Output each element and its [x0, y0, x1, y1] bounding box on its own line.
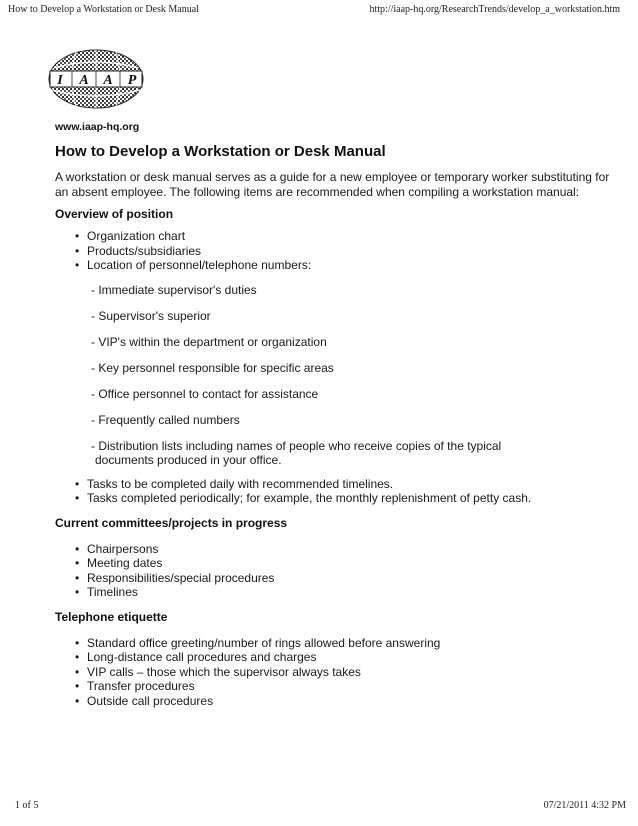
list-item-continuation: documents produced in your office. — [95, 452, 282, 467]
iaap-logo — [46, 48, 146, 110]
list-item: • Responsibilities/special procedures — [55, 571, 615, 586]
overview-bullet-list — [55, 229, 615, 273]
list-item: - VIP's within the department or organization — [91, 334, 327, 349]
list-item: • Tasks completed periodically; for example, the monthly replenishment of petty cash. — [55, 491, 615, 506]
list-item: - Immediate supervisor's duties — [91, 282, 257, 297]
logo-letter: P — [127, 73, 137, 88]
list-item: • Chairpersons — [55, 542, 615, 557]
list-item: - Frequently called numbers — [91, 412, 240, 427]
list-item: • Meeting dates — [55, 556, 615, 571]
list-item: • Organization chart — [55, 229, 615, 244]
section-heading-telephone: Telephone etiquette — [55, 609, 168, 624]
list-item: • Standard office greeting/number of rings allowed before answering — [55, 636, 615, 651]
personnel-sub-list — [55, 283, 615, 467]
print-timestamp: 07/21/2011 4:32 PM — [543, 800, 626, 811]
print-header-url: http://iaap-hq.org/ResearchTrends/develop_a_workstation.htm — [369, 4, 620, 15]
logo-letter: I — [57, 73, 63, 88]
page-count: 1 of 5 — [15, 800, 39, 811]
list-item: - Key personnel responsible for specific areas — [91, 360, 334, 375]
logo-letter: A — [79, 73, 89, 88]
list-item: • Products/subsidiaries — [55, 244, 615, 259]
list-item: • Location of personnel/telephone numbers: — [55, 258, 615, 273]
list-item: • Timelines — [55, 585, 615, 600]
list-item: • Outside call procedures — [55, 694, 615, 709]
list-item: • Long-distance call procedures and charges — [55, 650, 615, 665]
document-body — [55, 143, 615, 708]
tasks-bullet-list — [55, 477, 615, 506]
print-header — [0, 4, 638, 18]
section-heading-committees: Current committees/projects in progress — [55, 515, 288, 530]
list-item: - Office personnel to contact for assistance — [91, 386, 319, 401]
list-item: • Tasks to be completed daily with recommended timelines. — [55, 477, 615, 492]
intro-paragraph: A workstation or desk manual serves as a guide for a new employee or temporary worker substituting for an absent employee. The following items are recommended when compiling a workstation manual: — [55, 170, 610, 199]
committees-bullet-list — [55, 542, 615, 600]
logo-letter: A — [103, 73, 113, 88]
section-heading-overview: Overview of position — [55, 207, 174, 221]
list-item — [91, 439, 615, 467]
list-item: - Supervisor's superior — [91, 308, 211, 323]
list-item: • VIP calls – those which the supervisor always takes — [55, 665, 615, 680]
list-item-text: - Distribution lists including names of people who receive copies of the typical — [91, 438, 502, 453]
print-header-title: How to Develop a Workstation or Desk Manual — [8, 4, 199, 15]
page-title: How to Develop a Workstation or Desk Manual — [55, 143, 386, 160]
site-url: www.iaap-hq.org — [55, 121, 140, 133]
list-item: • Transfer procedures — [55, 679, 615, 694]
print-footer — [0, 800, 638, 814]
telephone-bullet-list — [55, 636, 615, 709]
